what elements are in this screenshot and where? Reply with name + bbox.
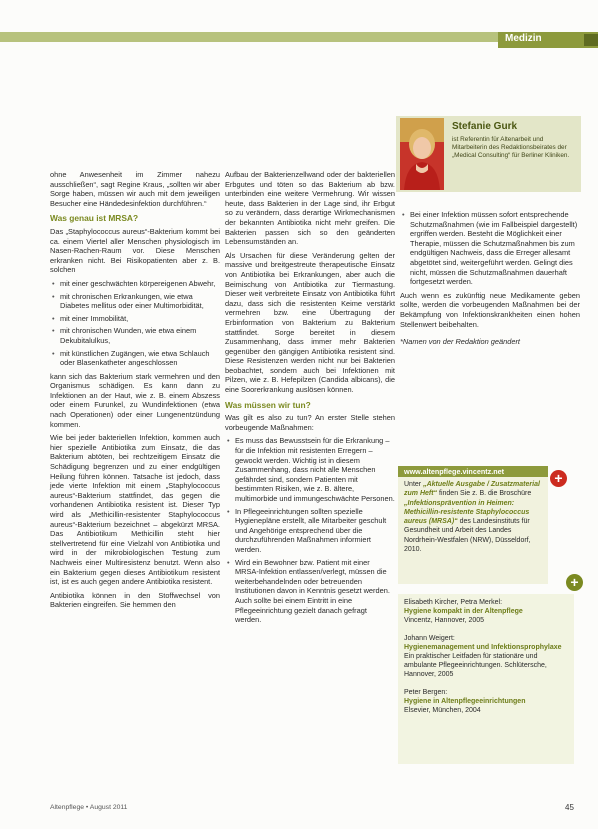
- list-item: • Bei einer Infektion müssen sofort entsprechende Schutzmaßnahmen (wie im Fallbeispiel dargestellt) ergriffen werden. Besteht die Möglichkeit einer Therapie, müssen die Schutzmaßnahmen bis zum endgültigen Nachweis, dass die Erreger allesamt abgetötet sind, weitergeführt werden. Gelingt dies nicht, müssen die Schutzmaßnahmen dauerhaft fortgesetzt werden.: [400, 210, 580, 287]
- list-item: • Es muss das Bewusstsein für die Erkrankung – für die Infektion mit resistenten Erregern – gewockt werden. Wichtig ist in diesem Zusammenhang, dass nicht alle Menschen gefährdet sind, sondern Patienten mit bestimmten Risiken, wie z. B. ältere, multimorbide und immungeschwächte Personen.: [225, 436, 395, 503]
- info-mid: finden Sie z. B. die Broschüre: [439, 490, 532, 498]
- literature-item: [404, 598, 570, 626]
- paragraph: Das „Staphylococcus aureus“-Bakterium kommt bei ca. einem Viertel aller Menschen physiologisch im Nasen-Rachen-Raum vor. Diese Menschen erkranken nicht. Bei Risikopatienten aber z. B. solchen: [50, 226, 220, 275]
- paragraph: kann sich das Bakterium stark vermehren und den Organismus schädigen. Es kann dann zu Infektionen an der Haut, wie z. B. einem Abszess oder einem Furunkel, zu Wundinfektionen (etwa nach Operationen) oder einer Lungenentzündung kommen.: [50, 371, 220, 429]
- plus-icon: +: [550, 470, 567, 487]
- plus-icon: +: [566, 574, 583, 591]
- list-item: • mit einer Immobilität,: [50, 314, 220, 324]
- bullet-list: [400, 210, 580, 287]
- lit-author: Peter Bergen:: [404, 688, 448, 696]
- bullet-list: [50, 279, 220, 368]
- info-pre: Unter: [404, 481, 422, 488]
- section-square: [584, 34, 598, 46]
- paragraph: ohne Anwesenheit im Zimmer nahezu ausschließen“, sagt Regine Kraus, „sollten wir aber Sorge haben, müssen wir auch mit dem jeweiligen Besucher eine Händedesinfektion durchführen.“: [50, 170, 220, 208]
- lit-publisher: Ein praktischer Leitfaden für stationäre und ambulante Pflegeeinrichtungen. Schlütersche, Hannover, 2005: [404, 653, 547, 679]
- lit-title: Hygiene in Altenpflegeeinrichtungen: [404, 697, 526, 705]
- paragraph: Auch wenn es zukünftig neue Medikamente geben sollte, werden die vorbeugenden Maßnahmen bei der Bekämpfung von Infektionskrankheiten einen hohen Stellenwert beibehalten.: [400, 290, 580, 329]
- lit-publisher: Vincentz, Hannover, 2005: [404, 617, 485, 625]
- list-item: • Wird ein Bewohner bzw. Patient mit einer MRSA-Infektion entlassen/verlegt, müssen die weiterbehandelnden oder betreuenden Institutionen davon in Kenntnis gesetzt werden. Auch sollte bei einem Eintritt in eine Pflegeeinrichtung gezielt danach gefragt werden.: [225, 558, 395, 625]
- lit-title: Hygienemanagement und Infektionsprophylaxe: [404, 643, 562, 651]
- list-item: • mit chronischen Erkrankungen, wie etwa Diabetes mellitus oder einer Multimorbidität,: [50, 292, 220, 311]
- column-1: [50, 170, 220, 614]
- section-label: Medizin: [505, 33, 542, 44]
- list-item: • In Pflegeeinrichtungen sollten spezielle Hygienepläne erstellt, alle Mitarbeiter geschult und Angehörige entsprechend über die durchzuführenden Maßnahmen informiert werden.: [225, 507, 395, 555]
- editor-note: *Namen von der Redaktion geändert: [400, 337, 520, 347]
- paragraph: Was gilt es also zu tun? An erster Stelle stehen vorbeugende Maßnahmen:: [225, 413, 395, 432]
- lit-title: Hygiene kompakt in der Altenpflege: [404, 608, 523, 616]
- paragraph: Antibiotika können in den Stoffwechsel von Bakterien eingreifen. Sie hemmen den: [50, 590, 220, 610]
- footer-publication: Altenpflege • August 2011: [50, 804, 128, 811]
- paragraph: Als Ursachen für diese Veränderung gelten der massive und breitgestreute therapeutische Einsatz von Antibiotika bei Erkrankungen, aber auch die Beimischung von Antibiotika zur Tiermastung. Dieser weit verbreitete Einsatz von Antibiotika führt dazu, dass sich die resistenten Keime verstärkt vermehren bzw. eine Übertragung der Erbinformation von Bakterium zu Bakterium stattfindet. Sorge bereitet in diesem Zusammenhang, dass immer mehr Bakterien gegenüber den gängigen Antibiotika resistent sind. Diese Resistenzen werden nicht nur bei Bakterien beobachtet, sondern auch bei Infektionen mit Pilzen, wie z. B. Hefepilzen (Candida albicans), die eine Soorerkrankung auslösen können.: [225, 250, 395, 395]
- column-2: [225, 170, 395, 629]
- subheading: Was genau ist MRSA?: [50, 213, 139, 224]
- lit-publisher: Elsevier, München, 2004: [404, 707, 481, 715]
- literature-item: [404, 634, 570, 680]
- bullet-list: [225, 436, 395, 624]
- lit-author: Elisabeth Kircher, Petra Merkel:: [404, 599, 503, 606]
- list-item: • mit künstlichen Zugängen, wie etwa Schlauch oder Blasenkatheter angeschlossen: [50, 349, 220, 368]
- lit-author: Johann Weigert:: [404, 634, 455, 642]
- author-description: ist Referentin für Altenarbeit und Mitarbeiterin des Redaktionsbeirates der „Medical Consulting“ für Berliner Kliniken.: [452, 136, 570, 159]
- page-number: 45: [565, 803, 574, 812]
- subheading: Was müssen wir tun?: [225, 399, 311, 410]
- header-band: [0, 32, 498, 42]
- brochure-title: „Infektionsprävention in Heimen: Methicillin-resistente Staphylococcus aureus (MRSA)“: [404, 499, 530, 526]
- author-name: Stefanie Gurk: [452, 121, 518, 132]
- paragraph: Aufbau der Bakterienzellwand oder der bakteriellen Erbgutes und töten so das Bakterium ab bzw. unterbinden eine weitere Vermehrung. Wir wissen heute, dass Bakterien in der Lage sind, ihr Erbgut so zu verändern, dass derartige Wirkmechanismen der bekannten Antibiotika nicht mehr greifen. Die Bakterien passen sich so den geänderten Lebensumständen an.: [225, 170, 395, 247]
- paragraph: Wie bei jeder bakteriellen Infektion, kommen auch hier spezielle Antibiotika zum Einsatz, die das Bakterium abtöten, bei rechtzeitigem Einsatz die Schädigung begrenzen und zu einer endgültigen Heilung führen können. Tatsache ist jedoch, dass jede vierte Infektion mit einem „Staphylococcus aureus“-Bakterium stattfindet, das gegen die vorhandenen Antibiotika resistent ist. Dieser Typ wird als „Methicillin-resistenter Staphylococcus aureus“-Bakterium bezeichnet – abgekürzt MRSA. Das Antibiotikum Methicillin steht hier stellvertretend für eine Vielzahl von Antibiotika und wird in der mikrobiologischen Testung zum Nachweis einer Multiresistenz benutzt. Wenn also ein Bakterium gegen dieses Antibiotikum resistent ist, ist es auch gegen andere Antibiotika resistent.: [50, 433, 220, 587]
- info-link-label: „Aktuelle Ausgabe / Zusatzmaterial zum Heft“: [404, 481, 540, 498]
- column-3: [400, 210, 580, 351]
- author-photo: [400, 118, 444, 190]
- info-box-text: [404, 480, 546, 554]
- list-item: • mit chronischen Wunden, wie etwa einem Dekubitalulkus,: [50, 326, 220, 345]
- list-item: • mit einer geschwächten körpereigenen Abwehr,: [50, 279, 220, 289]
- literature-item: [404, 688, 570, 716]
- info-post: des Landesinstituts für Gesundheit und Arbeit des Landes Nordrhein-Westfalen (NRW), Düsseldorf, 2010.: [404, 518, 531, 554]
- info-url-link[interactable]: www.altenpflege.vincentz.net: [404, 467, 504, 476]
- literature-list: [404, 598, 570, 723]
